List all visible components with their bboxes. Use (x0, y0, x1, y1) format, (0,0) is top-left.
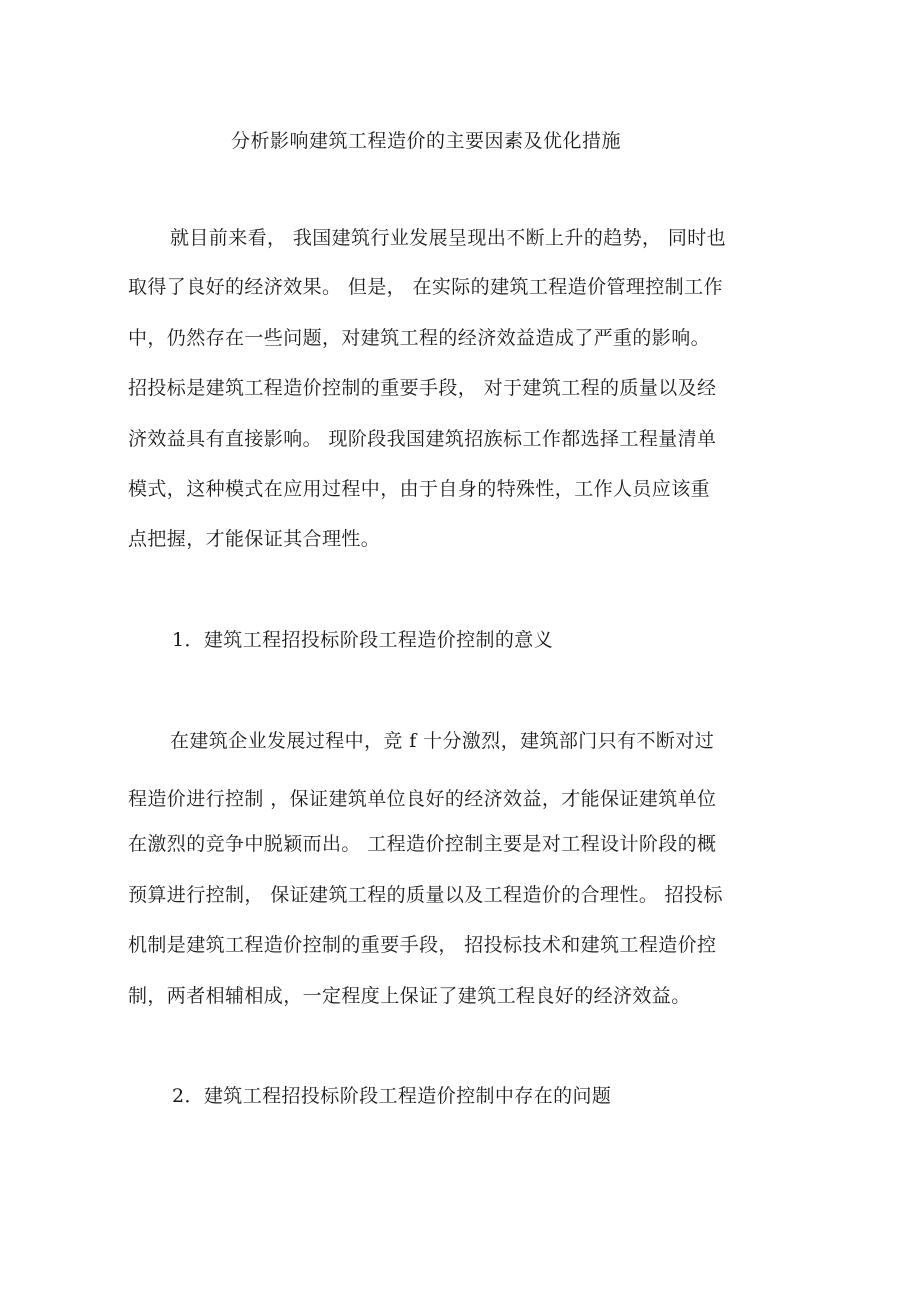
intro-line-7: 点把握，才能保证其合理性。 (128, 528, 381, 550)
section-1-line-6: 制，两者相辅相成，一定程度上保证了建筑工程良好的经济效益。 (128, 985, 691, 1007)
intro-line-6: 模式，这种模式在应用过程中，由于自身的特殊性，工作人员应该重 (128, 478, 711, 500)
section-1-line-1: 在建筑企业发展过程中，竞 f 十分激烈，建筑部门只有不断对过 (170, 730, 715, 752)
section-1-line-2: 程造价进行控制 ，保证建筑单位良好的经济效益，才能保证建筑单位 (128, 788, 717, 810)
section-1-line-4: 预算进行控制， 保证建筑工程的质量以及工程造价的合理性。 招投标 (128, 884, 723, 906)
section-1-line-3: 在激烈的竞争中脱颖而出。 工程造价控制主要是对工程设计阶段的概 (128, 833, 717, 855)
intro-line-4: 招投标是建筑工程造价控制的重要手段， 对于建筑工程的质量以及经 (128, 377, 717, 399)
document-title: 分析影响建筑工程造价的主要因素及优化措施 (230, 130, 621, 152)
section-1-line-5: 机制是建筑工程造价控制的重要手段， 招投标技术和建筑工程造价控 (128, 934, 717, 956)
intro-line-1: 就目前来看， 我国建筑行业发展呈现出不断上升的趋势， 同时也 (170, 227, 727, 249)
intro-line-5: 济效益具有直接影响。 现阶段我国建筑招族标工作都选择工程量清单 (128, 428, 717, 450)
section-1-heading: 1．建筑工程招投标阶段工程造价控制的意义 (172, 629, 554, 651)
section-2-heading: 2．建筑工程招投标阶段工程造价控制中存在的问题 (172, 1085, 612, 1107)
intro-line-2: 取得了良好的经济效果。 但是， 在实际的建筑工程造价管理控制工作 (128, 276, 723, 298)
intro-line-3: 中，仍然存在一些问题，对建筑工程的经济效益造成了严重的影响。 (128, 327, 711, 349)
